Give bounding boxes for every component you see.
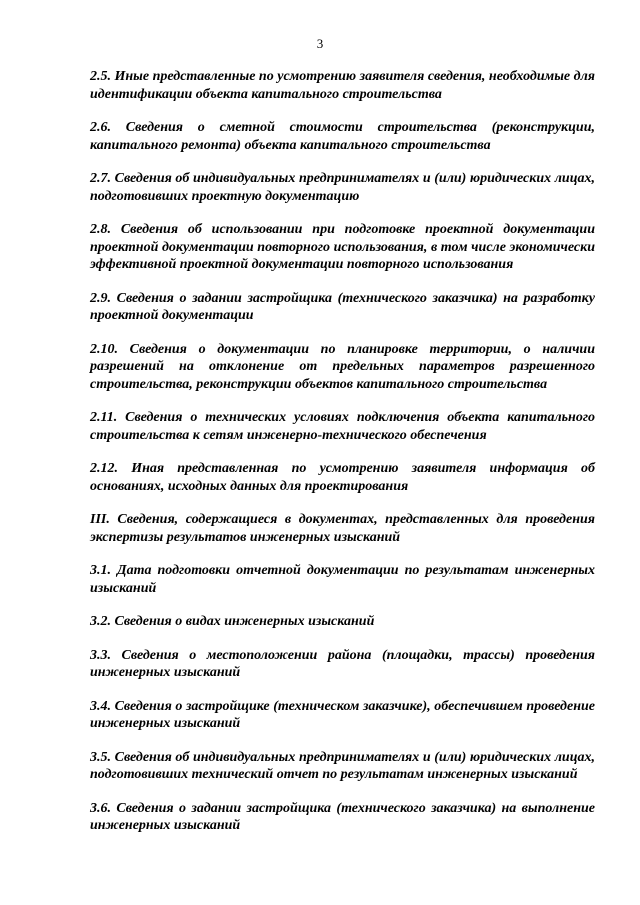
section-2-5: 2.5. Иные представленные по усмотрению заявителя сведения, необходимые для идентификации объекта капитального строительства (90, 69, 595, 102)
section-2-11: 2.11. Сведения о технических условиях подключения объекта капитального строительства к сетям инженерно-технического обеспечения (90, 410, 595, 443)
section-2-6: 2.6. Сведения о сметной стоимости строительства (реконструкции, капитального ремонта) объекта капитального строительства (90, 120, 595, 153)
section-2-10: 2.10. Сведения о документации по планировке территории, о наличии разрешений на отклонение от предельных параметров разрешенного строительства, реконструкции объектов капитального строительства (90, 341, 595, 392)
section-2-8: 2.8. Сведения об использовании при подготовке проектной документации проектной документации повторного использования, в том числе экономически эффективной проектной документации повторного использования (90, 222, 595, 272)
section-2-12: 2.12. Иная представленная по усмотрению заявителя информация об основаниях, исходных данных для проектирования (90, 461, 595, 494)
document-body (90, 68, 595, 851)
page-number: 3 (316, 36, 324, 51)
section-3-2: 3.2. Сведения о видах инженерных изысканий (90, 614, 375, 629)
section-3-4: 3.4. Сведения о застройщике (техническом заказчике), обеспечившем проведение инженерных изысканий (90, 698, 595, 731)
section-3-6: 3.6. Сведения о задании застройщика (технического заказчика) на выполнение инженерных изысканий (90, 800, 595, 833)
section-3-5: 3.5. Сведения об индивидуальных предпринимателях и (или) юридических лицах, подготовивших технический отчет по результатам инженерных изысканий (90, 749, 595, 782)
section-2-7: 2.7. Сведения об индивидуальных предпринимателях и (или) юридических лицах, подготовивших проектную документацию (90, 171, 595, 204)
section-3-3: 3.3. Сведения о местоположении района (площадки, трассы) проведения инженерных изысканий (90, 647, 595, 680)
section-2-9: 2.9. Сведения о задании застройщика (технического заказчика) на разработку проектной документации (90, 290, 595, 323)
section-3-1: 3.1. Дата подготовки отчетной документации по результатам инженерных изысканий (90, 563, 595, 596)
section-iii-heading: III. Сведения, содержащиеся в документах, представленных для проведения экспертизы результатов инженерных изысканий (90, 512, 595, 545)
